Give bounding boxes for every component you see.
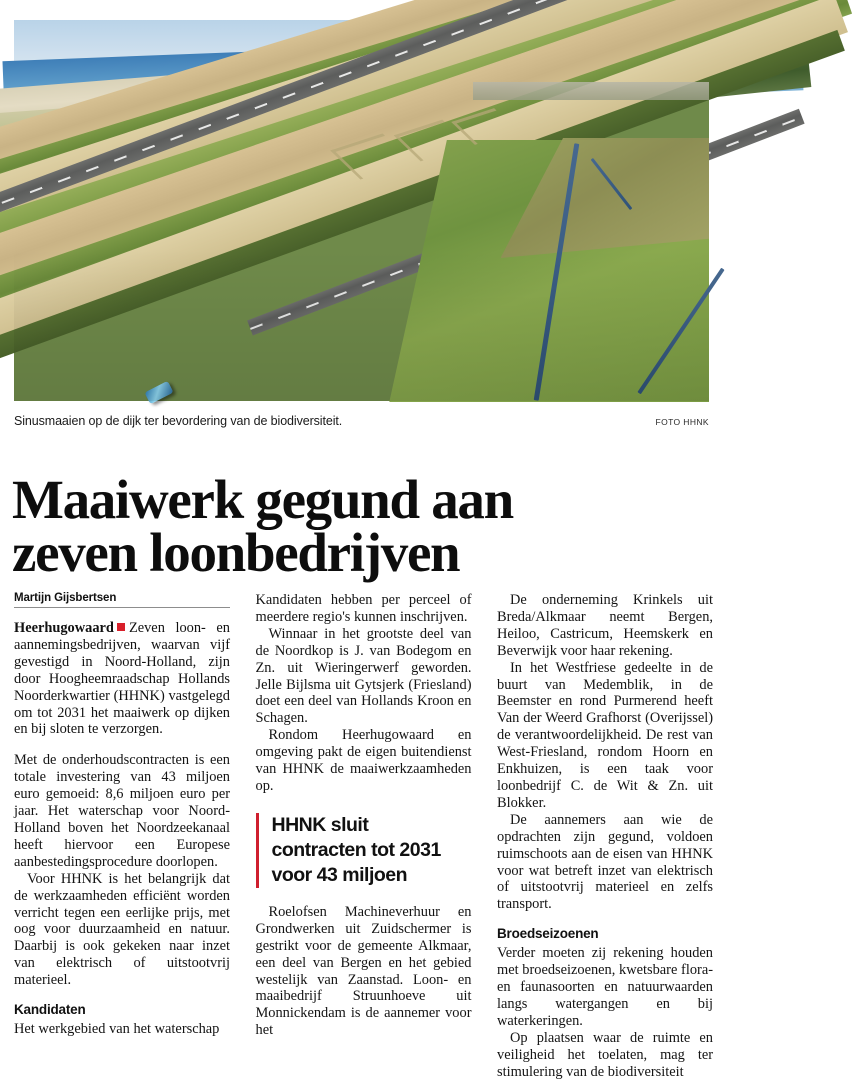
headline-line-2: zeven loonbedrijven xyxy=(12,522,460,584)
article-column-1 xyxy=(14,592,230,1038)
article-column-2 xyxy=(255,592,472,1039)
lead-text: Zeven loon- en aannemingsbedrijven, waarvan vijf gevestigd in Noord-Holland, zijn door Hoogheemraadschap Hollands Noorderkwartier (HHNK) vastgelegd om tot 2031 het maaiwerk op dijken en bij sloten te verzorgen. xyxy=(14,620,230,738)
article-columns xyxy=(14,592,713,1080)
section-subhead: Kandidaten xyxy=(14,1002,86,1018)
pull-quote-line-3: voor 43 miljoen xyxy=(271,863,408,886)
paragraph: Kandidaten hebben per perceel of meerdere regio's kunnen inschrijven. xyxy=(255,592,472,625)
lead-paragraph xyxy=(14,620,230,738)
pull-quote-line-1: HHNK sluit xyxy=(271,813,369,836)
photo-vignette xyxy=(14,20,709,401)
paragraph: Winnaar in het grootste deel van de Noordkop is J. van Bodegom en Zn. uit Wieringerwerf geworden. Jelle Bijlsma uit Gytsjerk (Friesland) doet een deel van Hollands Kroon en Schagen. xyxy=(255,625,472,727)
headline-line-1: Maaiwerk gegund aan xyxy=(12,468,513,530)
photo-caption-row xyxy=(14,414,709,428)
red-square-icon xyxy=(117,623,125,631)
byline-author: Martijn Gijsbertsen xyxy=(14,592,117,604)
paragraph: In het Westfriese gedeelte in de buurt van Medemblik, in de Beemster en rond Purmerend heeft Van der Weerd Grafhorst (Overijssel) de verantwoordelijkheid. De rest van West-Friesland, rondom Hoorn en Enkhuizen, is een taak voor loonbedrijf C. de Wit & Zn. uit Blokker. xyxy=(497,659,713,811)
paragraph: De onderneming Krinkels uit Breda/Alkmaar neemt Bergen, Heiloo, Castricum, Heemskerk en Beverwijk voor haar rekening. xyxy=(497,592,713,659)
dateline-place: Heerhugowaard xyxy=(14,620,114,636)
paragraph: Verder moeten zij rekening houden met broedseizoenen, kwetsbare flora- en faunasoorten en natuurwaarden langs watergangen en bij waterkeringen. xyxy=(497,945,713,1029)
pull-quote xyxy=(256,813,472,888)
article-photo xyxy=(14,20,709,401)
article-column-3 xyxy=(497,592,713,1080)
section-subhead: Broedseizoenen xyxy=(497,926,599,942)
paragraph: Met de onderhoudscontracten is een totale investering van 43 miljoen euro gemoeid: 8,6 miljoen euro per jaar. Het waterschap voor Noord-Holland boven het Noordzeekanaal heeft hiervoor een Europese aanbestedingsprocedure doorlopen. xyxy=(14,752,230,870)
photo-caption: Sinusmaaien op de dijk ter bevordering van de biodiversiteit. xyxy=(14,414,343,428)
paragraph: Voor HHNK is het belangrijk dat de werkzaamheden efficiënt worden verricht tegen een eerlijke prijs, met oog voor duurzaamheid en natuur. Daarbij is ook gekeken naar inzet van elektrisch of uitstootvrij materieel. xyxy=(14,870,230,989)
paragraph: De aannemers aan wie de opdrachten zijn gegund, voldoen ruimschoots aan de eisen van HHNK voor wat betreft inzet van elektrisch of uitstootvrij materieel en zelfs transport. xyxy=(497,811,713,913)
photo-illustration xyxy=(14,20,709,401)
article-headline xyxy=(12,468,712,584)
paragraph: Roelofsen Machineverhuur en Grondwerken uit Zuidschermer is gestrikt voor de gemeente Alkmaar, een deel van Bergen en het gebied westelijk van Zaanstad. Loon- en maaibedrijf Struunhoeve uit Monnickendam is de aannemer voor het xyxy=(255,903,472,1039)
pull-quote-line-2: contracten tot 2031 xyxy=(271,838,441,861)
paragraph: Het werkgebied van het waterschap xyxy=(14,1021,220,1038)
photo-credit: FOTO HHNK xyxy=(655,417,709,427)
byline-divider xyxy=(14,607,230,608)
paragraph: Rondom Heerhugowaard en omgeving pakt de eigen buitendienst van HHNK de maaiwerkzaamheden op. xyxy=(255,727,472,794)
paragraph: Op plaatsen waar de ruimte en veiligheid het toelaten, mag ter stimulering van de biodiversiteit xyxy=(497,1029,713,1080)
